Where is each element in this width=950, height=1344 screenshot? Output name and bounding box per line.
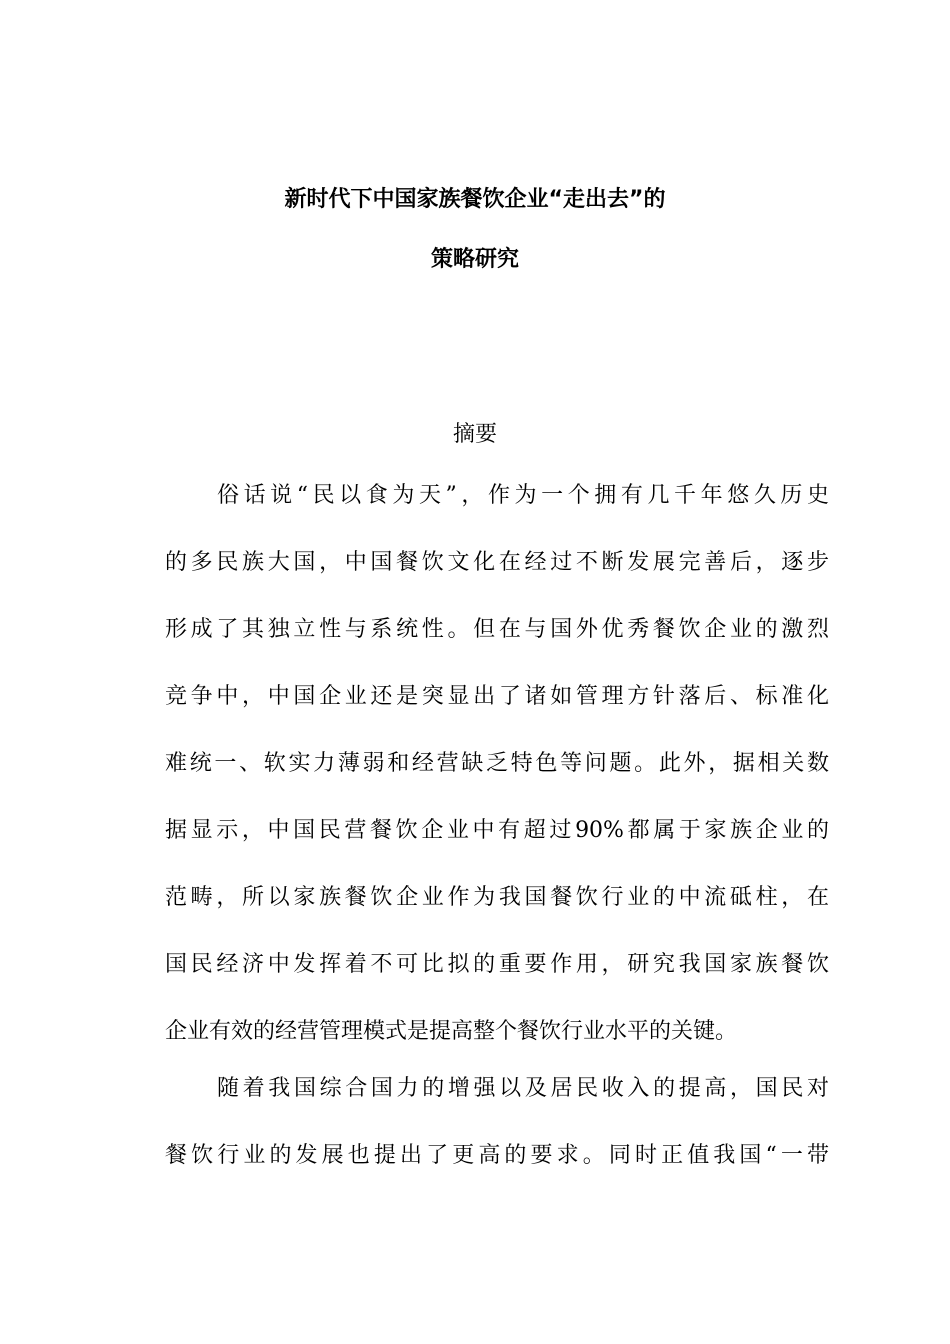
paragraph-line: 竞争中，中国企业还是突显出了诸如管理方针落后、标准化 xyxy=(165,684,829,709)
paragraph-line: 企业有效的经营管理模式是提高整个餐饮行业水平的关键。 xyxy=(165,1019,738,1044)
paragraph-line: 形成了其独立性与系统性。但在与国外优秀餐饮企业的激烈 xyxy=(165,617,829,642)
document-title-line-1: 新时代下中国家族餐饮企业“走出去”的 xyxy=(284,187,666,212)
paragraph-line: 范畴，所以家族餐饮企业作为我国餐饮行业的中流砥柱，在 xyxy=(165,885,829,910)
paragraph-line: 餐饮行业的发展也提出了更高的要求。同时正值我国“一带 xyxy=(165,1143,829,1168)
document-title-line-2: 策略研究 xyxy=(430,247,519,272)
paragraph-line: 国民经济中发挥着不可比拟的重要作用，研究我国家族餐饮 xyxy=(165,952,829,977)
paragraph-line: 据显示，中国民营餐饮企业中有超过90%都属于家族企业的 xyxy=(165,818,829,843)
paragraph-line: 俗话说“民以食为天”，作为一个拥有几千年悠久历史 xyxy=(217,483,829,508)
paragraph-line: 随着我国综合国力的增强以及居民收入的提高，国民对 xyxy=(217,1076,829,1101)
paragraph-line: 难统一、软实力薄弱和经营缺乏特色等问题。此外，据相关数 xyxy=(165,751,829,776)
paragraph-line: 的多民族大国，中国餐饮文化在经过不断发展完善后，逐步 xyxy=(165,550,829,575)
abstract-heading: 摘要 xyxy=(452,422,497,447)
